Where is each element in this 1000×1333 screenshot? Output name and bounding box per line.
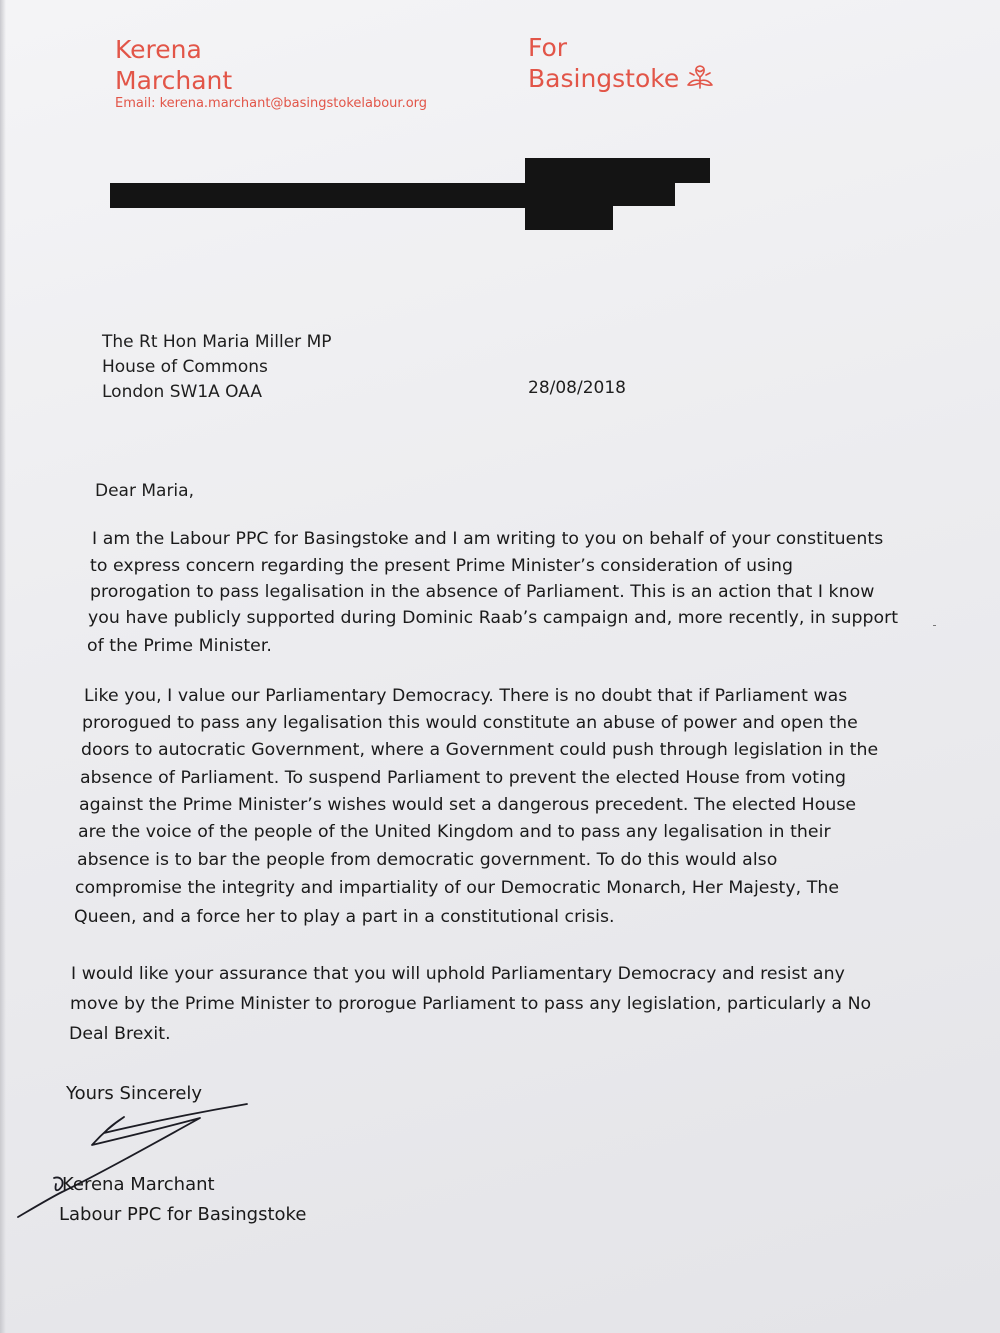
paragraph-line: Like you, I value our Parliamentary Democracy. There is no doubt that if Parliament was (84, 686, 848, 706)
paper-speck (933, 625, 936, 626)
paragraph-line: I am the Labour PPC for Basingstoke and I am writing to you on behalf of your constituents (92, 529, 884, 549)
paragraph-line: are the voice of the people of the United Kingdom and to pass any legalisation in their (78, 822, 831, 842)
letterhead-basingstoke: Basingstoke (528, 64, 680, 93)
paragraph-line: Queen, and a force her to play a part in a constitutional crisis. (74, 907, 615, 927)
signatory-role: Labour PPC for Basingstoke (59, 1204, 307, 1225)
closing: Yours Sincerely (66, 1083, 203, 1104)
recipient-line-3: London SW1A OAA (102, 382, 262, 402)
paragraph-line: against the Prime Minister’s wishes would set a dangerous precedent. The elected House (79, 795, 857, 815)
paragraph-line: I would like your assurance that you will uphold Parliamentary Democracy and resist any (71, 964, 845, 984)
redaction-bar (525, 204, 613, 230)
redaction-bar (525, 180, 675, 206)
letterhead-basingstoke-row (528, 63, 715, 97)
handwritten-signature (0, 0, 300, 1333)
letterhead-name-line1: Kerena (115, 35, 202, 64)
signatory-name: Kerena Marchant (62, 1174, 215, 1195)
letterhead-name-line2: Marchant (115, 66, 233, 95)
paragraph-line: move by the Prime Minister to prorogue Parliament to pass any legislation, particularly a No (70, 994, 872, 1014)
letterhead-for: For (528, 33, 568, 62)
paragraph-line: prorogued to pass any legalisation this would constitute an abuse of power and open the (82, 713, 858, 733)
paragraph-line: of the Prime Minister. (87, 636, 272, 656)
paragraph-line: doors to autocratic Government, where a Government could push through legislation in the (81, 740, 879, 760)
salutation: Dear Maria, (95, 481, 194, 501)
recipient-line-2: House of Commons (102, 357, 268, 377)
labour-rose-icon (685, 64, 715, 97)
paragraph-line: to express concern regarding the present Prime Minister’s consideration of using (90, 556, 794, 576)
paragraph-line: absence is to bar the people from democratic government. To do this would also (77, 850, 778, 870)
recipient-line-1: The Rt Hon Maria Miller MP (102, 332, 332, 352)
letterhead-email: Email: kerena.marchant@basingstokelabour.org (115, 96, 428, 111)
paragraph-line: compromise the integrity and impartiality of our Democratic Monarch, Her Majesty, The (75, 878, 840, 898)
paragraph-line: Deal Brexit. (69, 1024, 171, 1044)
letter-date: 28/08/2018 (528, 378, 626, 398)
paragraph-line: absence of Parliament. To suspend Parliament to prevent the elected House from voting (80, 768, 846, 788)
letterhead-campaign (528, 32, 715, 97)
paragraph-line: you have publicly supported during Dominic Raab’s campaign and, more recently, in support (88, 608, 899, 628)
paragraph-line: prorogation to pass legalisation in the absence of Parliament. This is an action that I know (90, 582, 875, 602)
